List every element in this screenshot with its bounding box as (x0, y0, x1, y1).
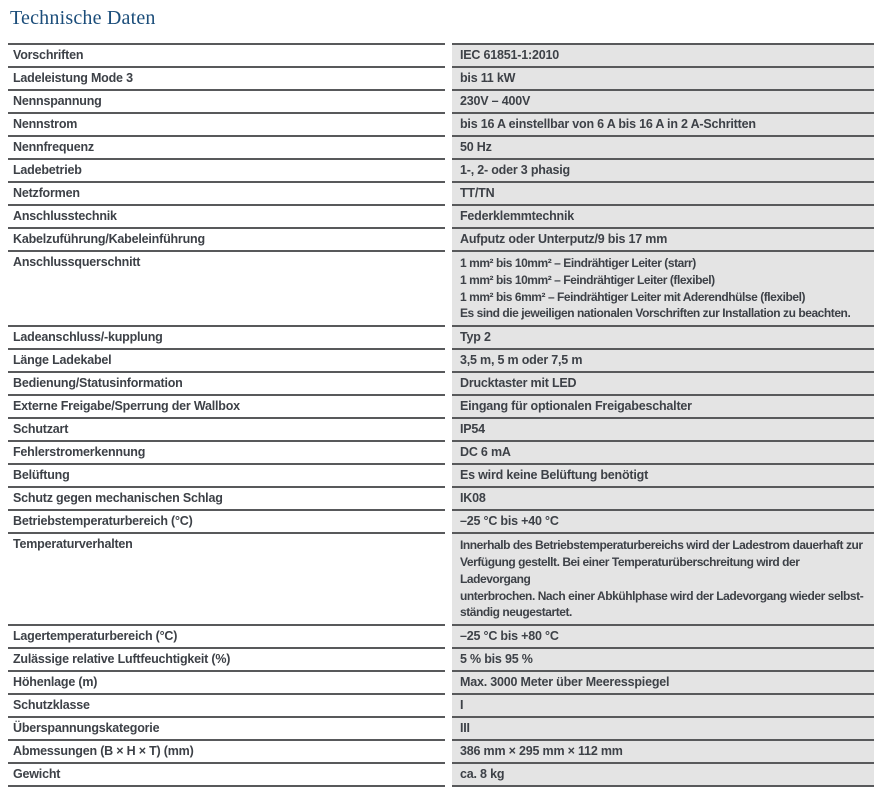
spec-label: Gewicht (8, 762, 445, 787)
spec-value: –25 °C bis +80 °C (452, 624, 874, 647)
spec-value: 1-, 2- oder 3 phasig (452, 158, 874, 181)
spec-label: Anschlusstechnik (8, 204, 445, 227)
technical-data-table (8, 43, 874, 787)
spec-value: Typ 2 (452, 325, 874, 348)
spec-row (8, 716, 874, 739)
spec-row (8, 693, 874, 716)
spec-value-line: ständig neugestartet. (460, 605, 572, 620)
spec-row (8, 624, 874, 647)
spec-label: Bedienung/Statusinformation (8, 371, 445, 394)
spec-row (8, 394, 874, 417)
spec-label: Ladeanschluss/-kupplung (8, 325, 445, 348)
spec-row (8, 647, 874, 670)
spec-value: IEC 61851-1:2010 (452, 43, 874, 66)
spec-value: Drucktaster mit LED (452, 371, 874, 394)
spec-value: bis 16 A einstellbar von 6 A bis 16 A in 2 A-Schritten (452, 112, 874, 135)
spec-label: Abmessungen (B × H × T) (mm) (8, 739, 445, 762)
spec-value: IP54 (452, 417, 874, 440)
spec-value: I (452, 693, 874, 716)
spec-value (452, 250, 874, 325)
spec-row (8, 670, 874, 693)
spec-label: Schutz gegen mechanischen Schlag (8, 486, 445, 509)
spec-row (8, 112, 874, 135)
spec-row (8, 371, 874, 394)
spec-row (8, 532, 874, 624)
page-title: Technische Daten (10, 7, 156, 29)
spec-label: Kabelzuführung/Kabeleinführung (8, 227, 445, 250)
spec-row (8, 417, 874, 440)
spec-row (8, 204, 874, 227)
spec-value-line: unterbrochen. Nach einer Abkühlphase wird der Ladevorgang wieder selbst- (460, 588, 864, 603)
spec-label: Betriebstemperaturbereich (°C) (8, 509, 445, 532)
spec-value-line: Verfügung gestellt. Bei einer Temperaturüberschreitung wird der Ladevorgang (460, 554, 800, 586)
spec-row (8, 250, 874, 325)
spec-label: Nennspannung (8, 89, 445, 112)
spec-label: Temperaturverhalten (8, 532, 445, 624)
spec-value: ca. 8 kg (452, 762, 874, 787)
spec-row (8, 325, 874, 348)
spec-label: Fehlerstromerkennung (8, 440, 445, 463)
spec-label: Vorschriften (8, 43, 445, 66)
spec-row (8, 181, 874, 204)
spec-value: –25 °C bis +40 °C (452, 509, 874, 532)
spec-row (8, 66, 874, 89)
spec-row (8, 486, 874, 509)
spec-value: III (452, 716, 874, 739)
spec-row (8, 89, 874, 112)
spec-label: Ladebetrieb (8, 158, 445, 181)
spec-label: Netzformen (8, 181, 445, 204)
spec-value: TT/TN (452, 181, 874, 204)
spec-label: Schutzart (8, 417, 445, 440)
spec-label: Ladeleistung Mode 3 (8, 66, 445, 89)
spec-label: Länge Ladekabel (8, 348, 445, 371)
spec-value: 386 mm × 295 mm × 112 mm (452, 739, 874, 762)
spec-value: DC 6 mA (452, 440, 874, 463)
spec-row (8, 762, 874, 787)
spec-value (452, 532, 874, 624)
spec-value: Federklemmtechnik (452, 204, 874, 227)
spec-value: bis 11 kW (452, 66, 874, 89)
spec-row (8, 348, 874, 371)
spec-row (8, 227, 874, 250)
spec-value: 50 Hz (452, 135, 874, 158)
spec-value: 230V – 400V (452, 89, 874, 112)
spec-label: Lagertemperaturbereich (°C) (8, 624, 445, 647)
spec-row (8, 43, 874, 66)
spec-label: Externe Freigabe/Sperrung der Wallbox (8, 394, 445, 417)
spec-label: Überspannungskategorie (8, 716, 445, 739)
spec-label: Nennfrequenz (8, 135, 445, 158)
spec-value: Es wird keine Belüftung benötigt (452, 463, 874, 486)
spec-value: Aufputz oder Unterputz/9 bis 17 mm (452, 227, 874, 250)
spec-label: Belüftung (8, 463, 445, 486)
spec-value-line: Innerhalb des Betriebstemperaturbereichs wird der Ladestrom dauerhaft zur (460, 538, 863, 553)
spec-row (8, 509, 874, 532)
spec-label: Schutzklasse (8, 693, 445, 716)
spec-label: Anschlussquerschnitt (8, 250, 445, 325)
spec-value: Eingang für optionalen Freigabeschalter (452, 394, 874, 417)
spec-label: Höhenlage (m) (8, 670, 445, 693)
spec-value-line: 1 mm² bis 6mm² – Feindrähtiger Leiter mit Aderendhülse (flexibel) (460, 289, 806, 304)
spec-value-line: 1 mm² bis 10mm² – Feindrähtiger Leiter (flexibel) (460, 272, 715, 287)
spec-row (8, 440, 874, 463)
spec-value: IK08 (452, 486, 874, 509)
spec-value: 5 % bis 95 % (452, 647, 874, 670)
spec-row (8, 463, 874, 486)
spec-value-line: Es sind die jeweiligen nationalen Vorschriften zur Installation zu beachten. (460, 306, 851, 321)
spec-value: 3,5 m, 5 m oder 7,5 m (452, 348, 874, 371)
spec-label: Zulässige relative Luftfeuchtigkeit (%) (8, 647, 445, 670)
spec-row (8, 158, 874, 181)
spec-label: Nennstrom (8, 112, 445, 135)
spec-row (8, 739, 874, 762)
spec-value: Max. 3000 Meter über Meeresspiegel (452, 670, 874, 693)
spec-value-line: 1 mm² bis 10mm² – Eindrähtiger Leiter (starr) (460, 256, 696, 270)
spec-row (8, 135, 874, 158)
